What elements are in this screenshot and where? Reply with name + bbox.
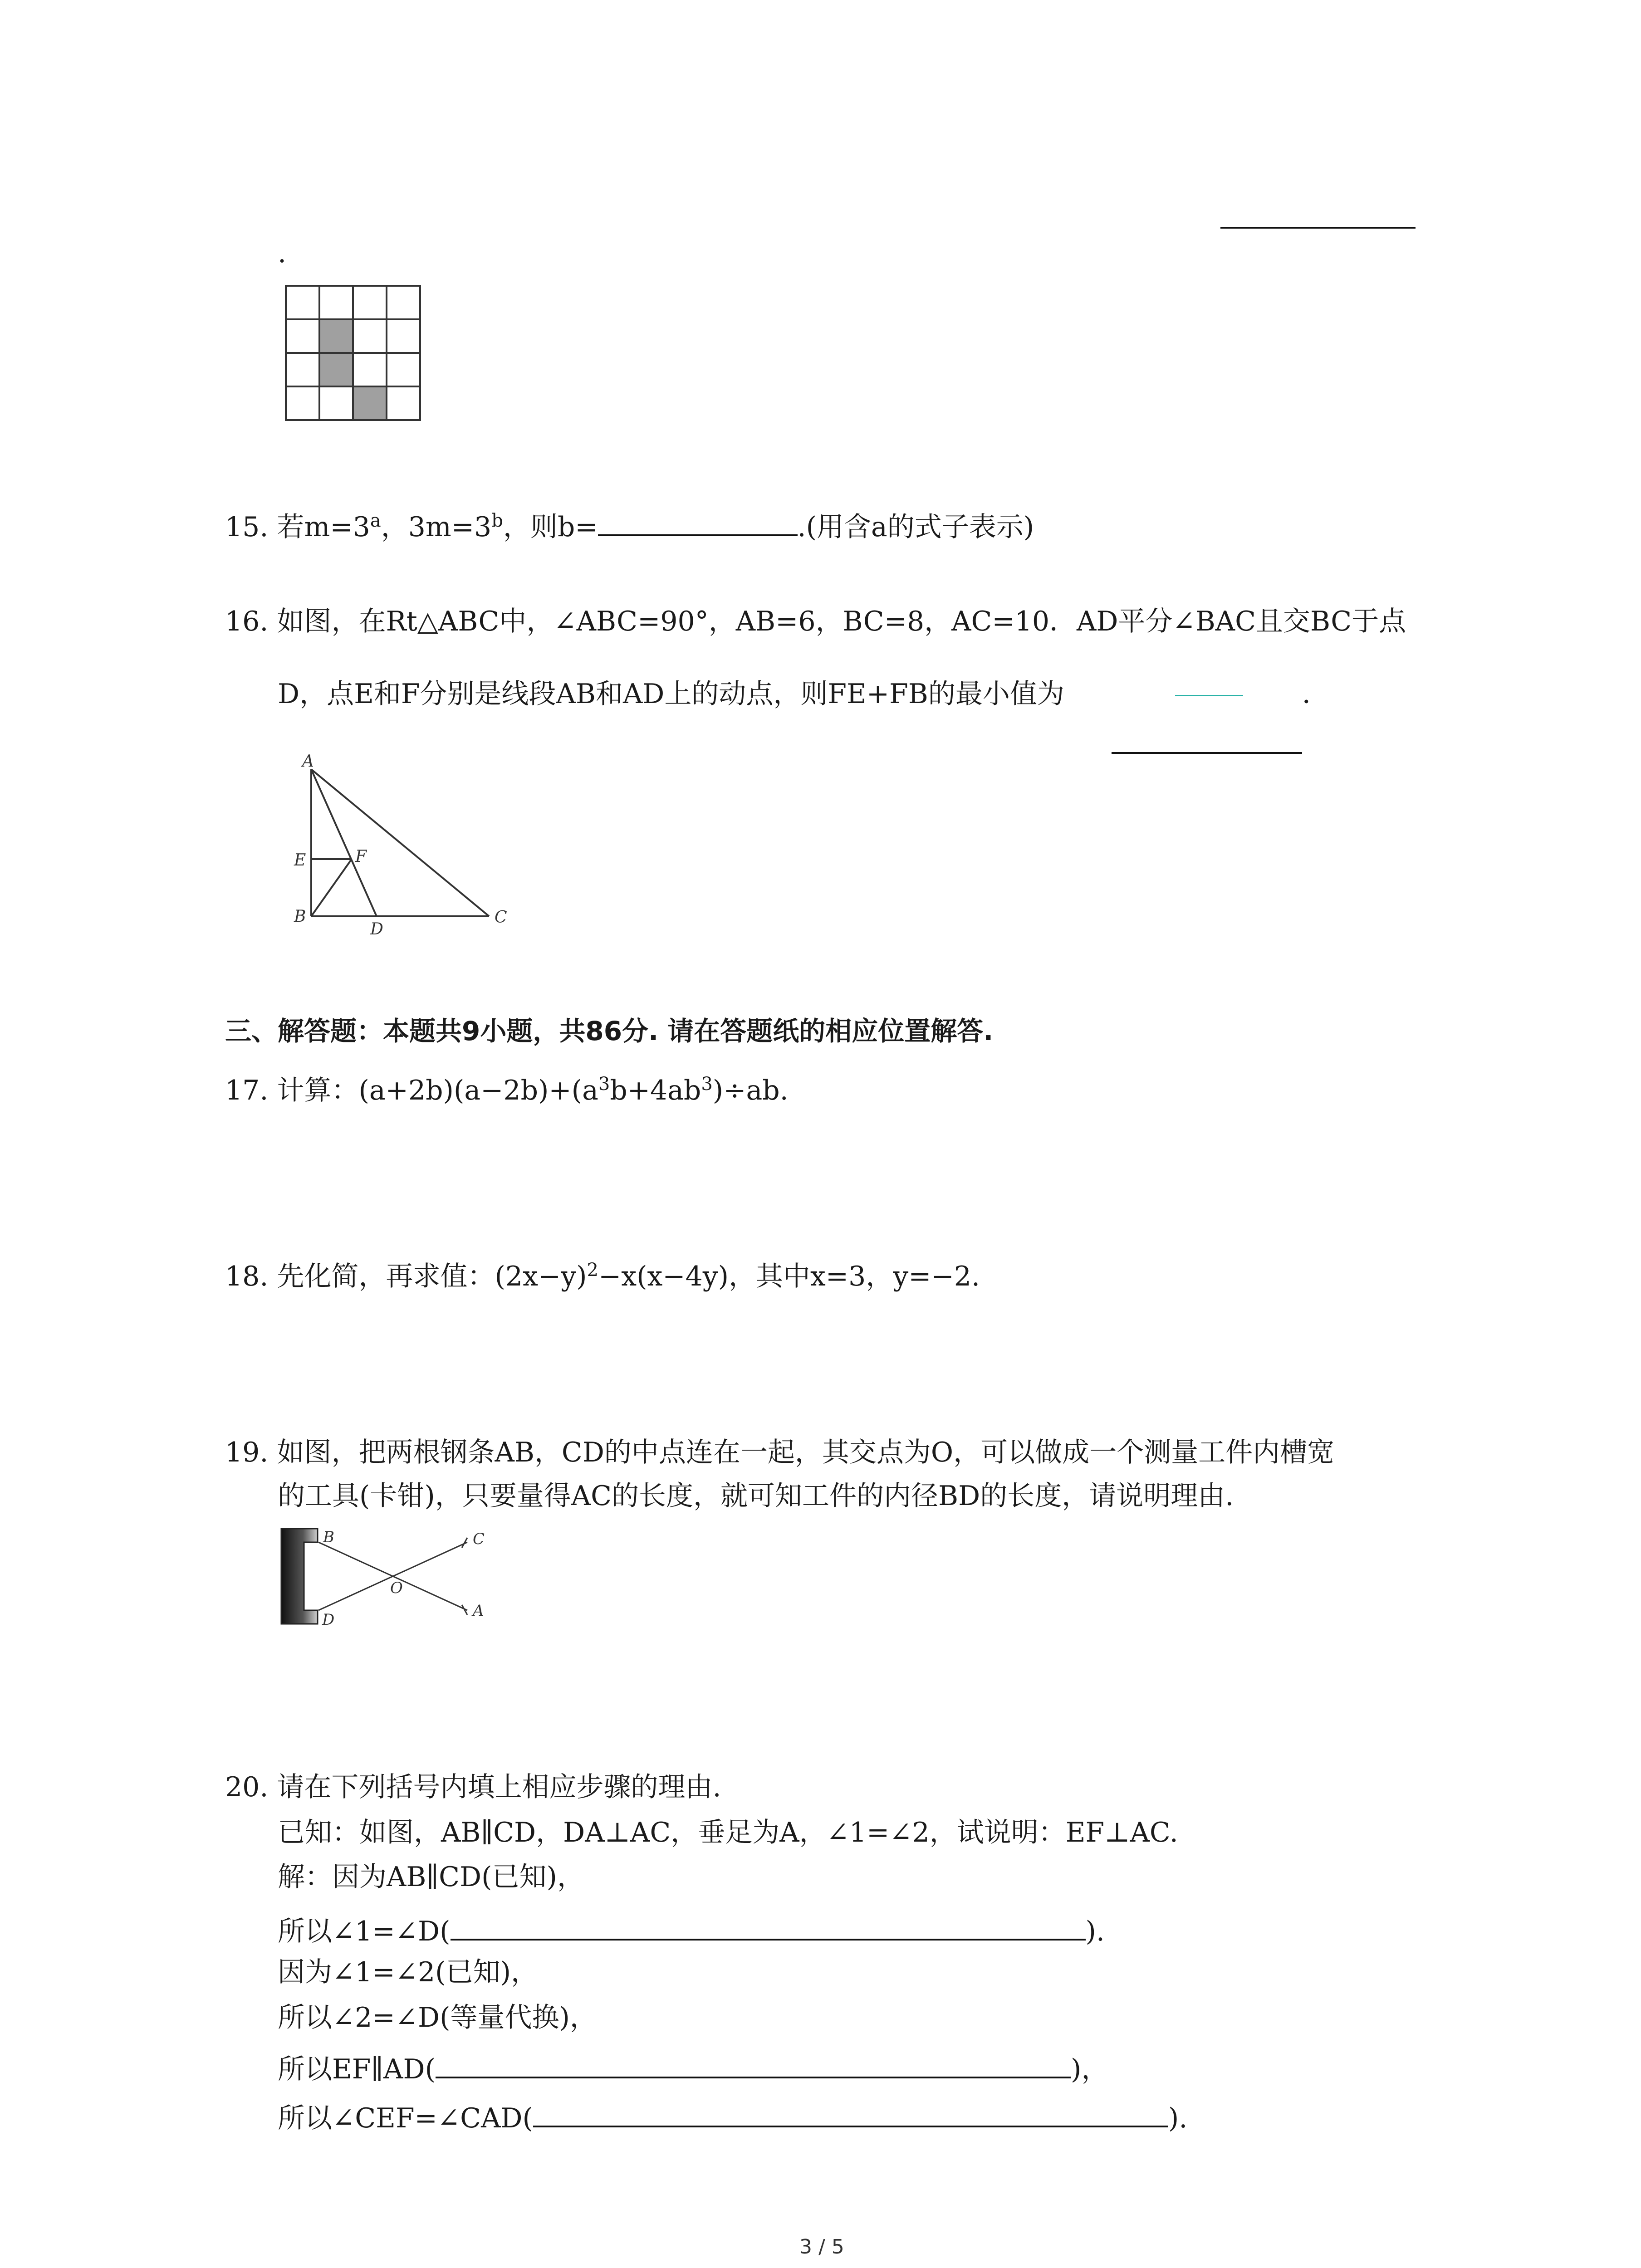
q20-reason3-blank[interactable] <box>533 2100 1168 2127</box>
q18-sup: 2 <box>587 1260 598 1281</box>
q19-label-b: B <box>323 1528 334 1546</box>
q18-number: 18. <box>225 1261 269 1292</box>
q16-label-d: D <box>370 920 383 938</box>
q20-line4-b: ). <box>1085 1916 1105 1947</box>
q20-number: 20. <box>225 1771 269 1803</box>
q16-answer-blank[interactable] <box>1112 752 1302 754</box>
q20-line7 <box>278 2051 1108 2083</box>
q15-sup-b: b <box>491 510 503 531</box>
q20-reason1-blank[interactable] <box>451 1913 1086 1941</box>
q17-sup2: 3 <box>701 1074 713 1095</box>
q20-line4-a: 所以∠1=∠D( <box>278 1916 451 1947</box>
q19-label-o: O <box>390 1579 403 1597</box>
q16-line1 <box>225 608 1406 635</box>
q16-triangle-figure <box>281 748 517 939</box>
q16-line1-text: 如图，在Rt△ABC中，∠ABC=90°，AB=6，BC=8，AC=10．AD平分∠BAC且交BC于点 <box>277 606 1406 637</box>
q19-label-a: A <box>473 1602 484 1620</box>
q20-line8-a: 所以∠CEF=∠CAD( <box>278 2102 533 2134</box>
q15-number: 15. <box>225 511 269 543</box>
q19-line2: 的工具(卡钳)，只要量得AC的长度，就可知工件的内径BD的长度，请说明理由. <box>278 1480 1234 1512</box>
q17-text-b: b+4ab <box>610 1075 701 1106</box>
q17-sup1: 3 <box>598 1074 610 1095</box>
q15 <box>225 509 1034 541</box>
q20-line3: 解：因为AB∥CD(已知)， <box>278 1861 584 1893</box>
q18 <box>225 1261 980 1290</box>
q20-line5: 因为∠1=∠2(已知)， <box>278 1956 538 1988</box>
q16-label-a: A <box>302 752 314 771</box>
q16-label-c: C <box>495 908 507 927</box>
q20-line1-text: 请在下列括号内填上相应步骤的理由. <box>277 1771 721 1803</box>
q14-grid-figure <box>282 282 427 427</box>
q16-label-e: E <box>294 851 306 870</box>
q19-workpiece <box>281 1529 318 1624</box>
q20-line7-a: 所以EF∥AD( <box>278 2053 436 2085</box>
q15-text-b: ，3m=3 <box>381 511 492 543</box>
q17-text-a: 计算：(a+2b)(a−2b)+(a <box>277 1075 598 1106</box>
q15-answer-blank[interactable] <box>598 509 798 536</box>
q15-text-d: .(用含a的式子表示) <box>797 511 1034 543</box>
q16-answer-mark <box>1175 695 1243 696</box>
q20-line4 <box>278 1913 1105 1945</box>
q16-label-f: F <box>355 847 367 866</box>
q16-label-b: B <box>294 907 306 926</box>
q15-text-c: ，则b= <box>503 511 598 543</box>
page-number: 3 / 5 <box>799 2235 844 2258</box>
q16-tail: ． <box>1302 678 1329 710</box>
q20-line8 <box>278 2100 1187 2132</box>
q17-text-c: )÷ab. <box>712 1075 789 1106</box>
q18-text-a: 先化简，再求值：(2x−y) <box>277 1261 587 1292</box>
q19-label-d: D <box>322 1611 335 1629</box>
q20-line8-b: ). <box>1168 2102 1188 2134</box>
q17-number: 17. <box>225 1075 269 1106</box>
q19-line1 <box>225 1439 1334 1466</box>
q20-reason2-blank[interactable] <box>436 2051 1071 2078</box>
q15-sup-a: a <box>370 510 381 531</box>
q19-caliper-figure <box>277 1524 513 1633</box>
q19-line1-text: 如图，把两根钢条AB，CD的中点连在一起，其交点为O，可以做成一个测量工件内槽宽 <box>277 1437 1335 1468</box>
q16-number: 16. <box>225 606 269 637</box>
q15-text-a: 若m=3 <box>277 511 370 543</box>
q20-line1 <box>225 1771 721 1803</box>
q14-tail-period: . <box>278 237 287 269</box>
section3-title: 三、解答题：本题共9小题，共86分. 请在答题纸的相应位置解答. <box>225 1016 994 1046</box>
q17 <box>225 1075 789 1104</box>
q20-line6: 所以∠2=∠D(等量代换)， <box>278 2002 597 2033</box>
q20-line2: 已知：如图，AB∥CD，DA⊥AC，垂足为A，∠1=∠2，试说明：EF⊥AC. <box>278 1817 1178 1848</box>
q16-line2: D，点E和F分别是线段AB和AD上的动点，则FE+FB的最小值为 <box>278 678 1064 710</box>
q14-answer-blank[interactable] <box>1220 227 1416 229</box>
q20-line7-b: )， <box>1071 2053 1109 2085</box>
q19-label-c: C <box>473 1530 485 1548</box>
q19-number: 19. <box>225 1437 269 1468</box>
q18-text-b: −x(x−4y)，其中x=3，y=−2. <box>598 1261 980 1292</box>
